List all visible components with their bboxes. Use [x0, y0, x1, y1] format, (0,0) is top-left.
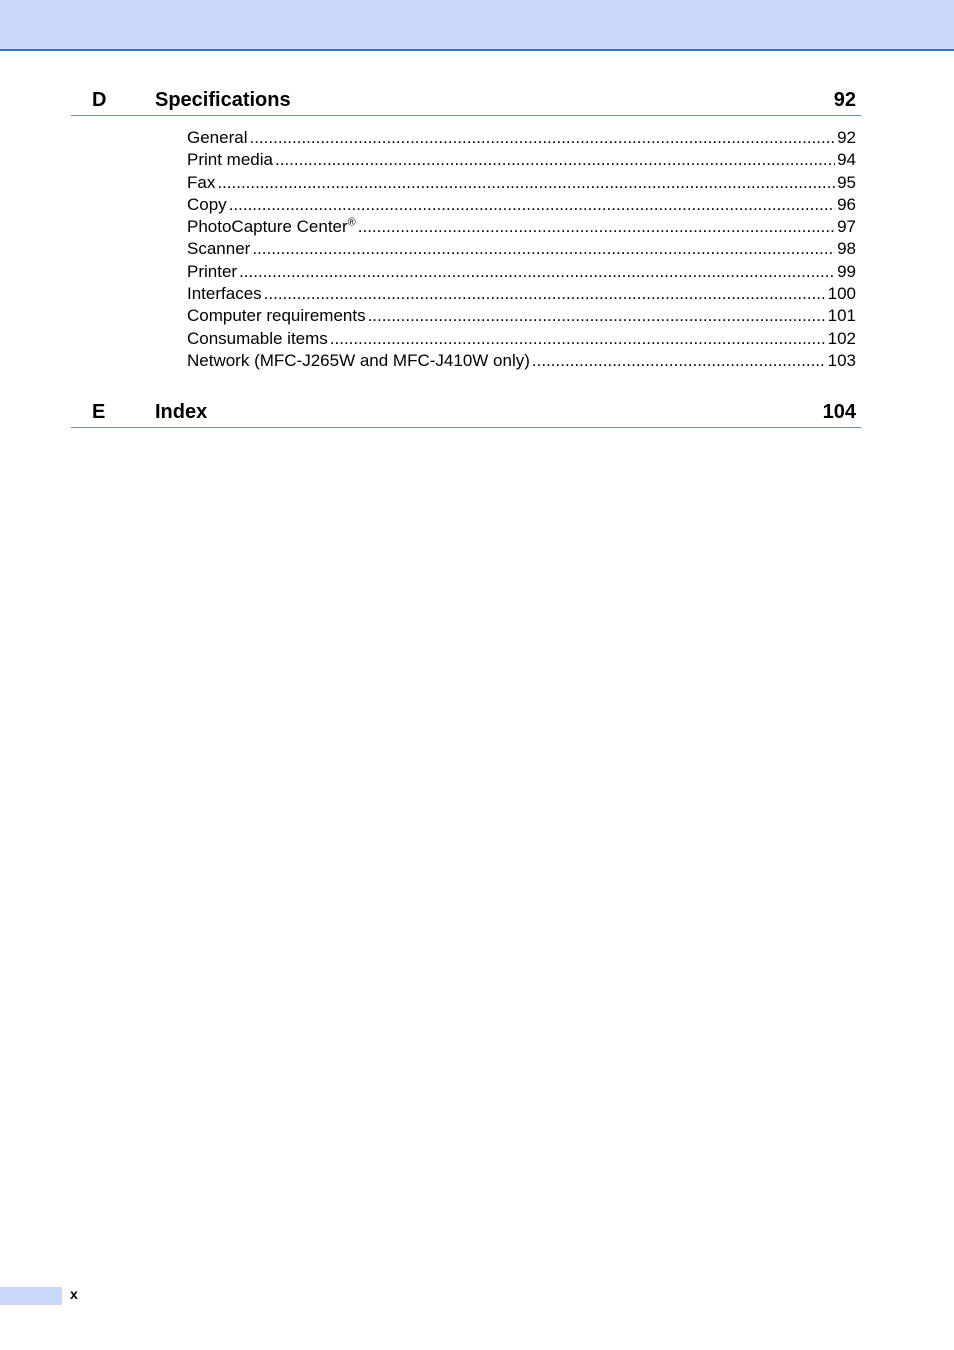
toc-entry-label: Consumable items	[187, 328, 328, 348]
dot-leader	[252, 238, 835, 260]
footer-page-number: x	[70, 1286, 78, 1302]
toc-entry-photocapture-center[interactable]	[187, 216, 856, 238]
dot-leader	[532, 350, 826, 372]
toc-entry-page: 100	[827, 284, 856, 304]
toc-entry-list	[187, 127, 856, 372]
toc-entry-general[interactable]	[187, 127, 856, 149]
toc-entry-scanner[interactable]	[187, 238, 856, 260]
dot-leader	[264, 283, 826, 305]
toc-entry-label: Fax	[187, 172, 216, 192]
toc-entry-label: Printer	[187, 261, 238, 281]
toc-entry-computer-requirements[interactable]	[187, 305, 856, 327]
chapter-title: Specifications	[155, 89, 291, 111]
footer-band	[0, 1287, 62, 1305]
toc-entry-page: 103	[827, 350, 856, 370]
dot-leader	[275, 149, 835, 171]
toc-entry-network[interactable]	[187, 350, 856, 372]
toc-entry-page: 97	[837, 217, 856, 237]
dot-leader	[239, 261, 835, 283]
toc-entry-page: 101	[827, 306, 856, 326]
dot-leader	[368, 305, 826, 327]
toc-entry-print-media[interactable]	[187, 149, 856, 171]
toc-entry-label: Network (MFC-J265W and MFC-J410W only)	[187, 350, 530, 370]
toc-entry-fax[interactable]	[187, 172, 856, 194]
toc-entry-printer[interactable]	[187, 261, 856, 283]
chapter-heading-specifications[interactable]	[71, 85, 861, 116]
toc-entry-label-group	[187, 216, 356, 238]
toc-entry-page: 102	[827, 328, 856, 348]
toc-entry-consumable-items[interactable]	[187, 328, 856, 350]
chapter-letter: D	[92, 89, 107, 111]
toc-entry-label: PhotoCapture Center	[187, 217, 348, 237]
dot-leader	[330, 328, 826, 350]
chapter-heading-index[interactable]	[71, 397, 861, 428]
toc-entry-label: Computer requirements	[187, 306, 366, 326]
dot-leader	[249, 127, 835, 149]
chapter-page-number: 104	[822, 401, 856, 423]
toc-entry-page: 98	[837, 239, 856, 259]
registered-mark: ®	[347, 216, 356, 229]
dot-leader	[229, 194, 835, 216]
chapter-title: Index	[155, 401, 208, 423]
header-band	[0, 0, 954, 51]
toc-entry-label: Print media	[187, 150, 273, 170]
dot-leader	[358, 216, 835, 238]
toc-entry-page: 94	[837, 150, 856, 170]
toc-entry-copy[interactable]	[187, 194, 856, 216]
toc-entry-page: 92	[837, 128, 856, 147]
toc-entry-label: Copy	[187, 194, 227, 214]
toc-entry-page: 96	[837, 194, 856, 214]
dot-leader	[217, 172, 835, 194]
toc-entry-page: 99	[837, 261, 856, 281]
chapter-page-number: 92	[833, 89, 856, 111]
toc-entry-label: Scanner	[187, 239, 251, 259]
toc-entry-interfaces[interactable]	[187, 283, 856, 305]
toc-entry-label: Interfaces	[187, 284, 262, 304]
toc-entry-label: General	[187, 128, 248, 147]
chapter-letter: E	[92, 401, 106, 423]
toc-entry-page: 95	[837, 172, 856, 192]
